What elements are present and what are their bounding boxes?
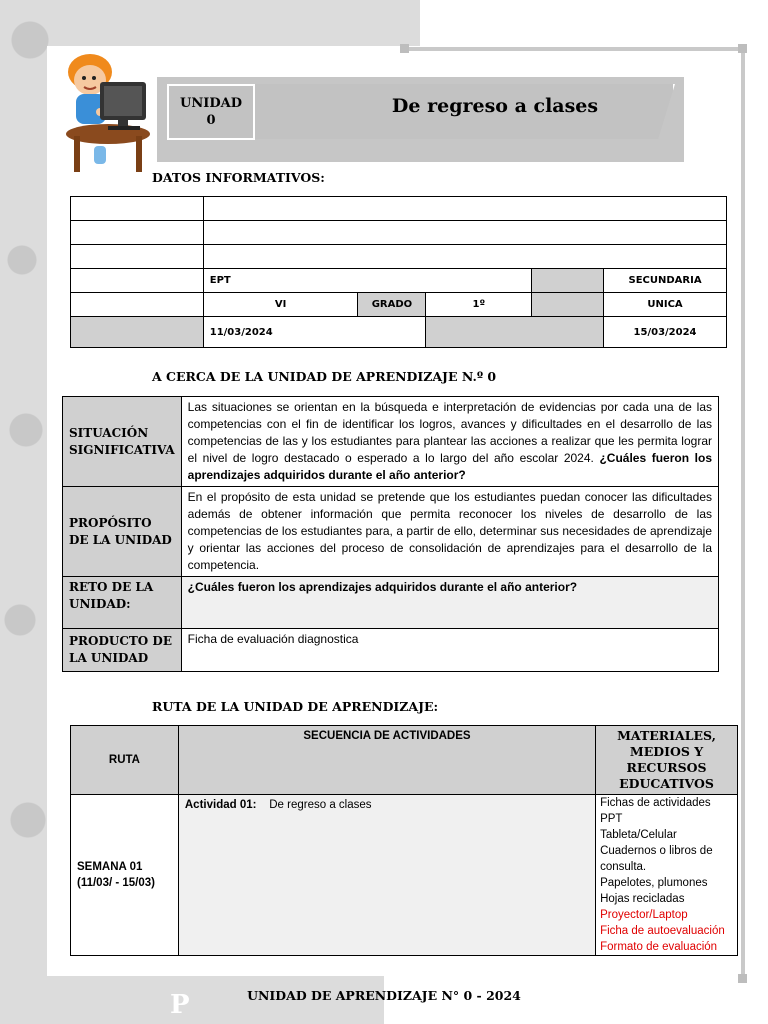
situacion-text-cell	[181, 397, 718, 487]
col-header-ruta: RUTA	[71, 726, 179, 795]
table-cell	[71, 269, 204, 293]
grado-cell: 1º	[426, 293, 532, 317]
materiales-list	[600, 795, 733, 955]
kid-computer-illustration	[60, 50, 156, 174]
table-row	[71, 221, 727, 245]
table-row	[63, 629, 719, 672]
unit-label: UNIDAD	[180, 96, 242, 111]
semana-label: SEMANA 01	[77, 861, 143, 873]
material-item: Tableta/Celular	[600, 829, 677, 841]
ruta-table	[70, 725, 738, 956]
table-row	[63, 487, 719, 577]
frame-corner-dot	[738, 44, 747, 53]
material-item: PPT	[600, 813, 623, 825]
situacion-label: SITUACIÓN SIGNIFICATIVA	[63, 397, 182, 487]
datos-informativos-title: DATOS INFORMATIVOS:	[152, 170, 325, 185]
table-cell	[71, 197, 204, 221]
table-row	[71, 293, 727, 317]
grado-label-cell: GRADO	[358, 293, 426, 317]
material-item: Formato de evaluación	[600, 941, 718, 953]
nivel-cell: SECUNDARIA	[604, 269, 727, 293]
reto-label: RETO DE LA UNIDAD:	[63, 577, 182, 629]
table-row	[71, 317, 727, 348]
table-row	[71, 197, 727, 221]
situacion-question: ¿Cuáles fueron los aprendizajes adquiridos durante el año anterior?	[187, 451, 712, 482]
frame-line-right	[741, 47, 745, 977]
fecha-inicio-cell: 11/03/2024	[203, 317, 426, 348]
reto-text: ¿Cuáles fueron los aprendizajes adquiridos durante el año anterior?	[181, 577, 718, 629]
table-row	[71, 726, 738, 795]
frame-corner-dot	[738, 974, 747, 983]
table-row	[71, 795, 738, 956]
table-cell	[203, 221, 726, 245]
area-cell: EPT	[203, 269, 531, 293]
table-cell	[532, 293, 604, 317]
table-row	[71, 269, 727, 293]
table-row	[71, 245, 727, 269]
page-title: De regreso a clases	[391, 95, 599, 117]
table-cell	[71, 245, 204, 269]
actividad-cell	[178, 795, 595, 956]
actividad-label: Actividad 01:	[184, 799, 257, 811]
frame-line-top	[405, 47, 745, 51]
fecha-fin-cell: 15/03/2024	[604, 317, 727, 348]
table-cell	[71, 221, 204, 245]
semana-fechas: (11/03/ - 15/03)	[77, 877, 155, 889]
unidad-table	[62, 396, 719, 672]
table-cell	[203, 197, 726, 221]
frame-corner-dot	[400, 44, 409, 53]
material-item: Ficha de autoevaluación	[600, 925, 725, 937]
proposito-label: PROPÓSITO DE LA UNIDAD	[63, 487, 182, 577]
ciclo-cell: VI	[203, 293, 358, 317]
semana-cell	[71, 795, 179, 956]
col-header-materiales: MATERIALES, MEDIOS Y RECURSOS EDUCATIVOS	[596, 726, 738, 795]
material-item: Proyector/Laptop	[600, 909, 688, 921]
ruta-section-title: RUTA DE LA UNIDAD DE APRENDIZAJE:	[152, 699, 439, 714]
material-item: Fichas de actividades	[600, 797, 711, 809]
table-row	[63, 577, 719, 629]
material-item: Hojas recicladas	[600, 893, 685, 905]
proposito-text: En el propósito de esta unidad se pretende que los estudiantes puedan conocer las dificultades además de obtener información que permita reconocer los niveles de desarrollo de las competencias de los estudiantes para, a partir de ello, determinar sus necesidades de aprendizaje y orientar las acciones del proceso de consolidación de aprendizajes para el desarrollo de la competencia.	[181, 487, 718, 577]
seccion-cell: UNICA	[604, 293, 727, 317]
table-cell	[71, 317, 204, 348]
actividad-nombre: De regreso a clases	[269, 799, 372, 811]
unidad-section-title: A CERCA DE LA UNIDAD DE APRENDIZAJE N.º 0	[152, 369, 497, 384]
materiales-cell	[596, 795, 738, 956]
unit-number: 0	[206, 113, 216, 128]
table-row	[63, 397, 719, 487]
footer-title: UNIDAD DE APRENDIZAJE N° 0 - 2024	[247, 988, 521, 1003]
table-cell	[203, 245, 726, 269]
situacion-text: Las situaciones se orientan en la búsqueda e interpretación de evidencias por cada una de las competencias con el fin de identificar los logros, avances y dificultades en el desarrollo de las competencias de las y los estudiantes para plantear las acciones a realizar que les permita lograr el nivel de logro destacado o esperado a lo largo del año escolar 2024.	[187, 400, 712, 465]
watermark-letter: P	[170, 990, 190, 1020]
table-cell	[71, 293, 204, 317]
table-cell	[426, 317, 604, 348]
unit-number-box	[167, 84, 255, 140]
material-item: Papelotes, plumones	[600, 877, 708, 889]
col-header-secuencia: SECUENCIA DE ACTIVIDADES	[178, 726, 595, 795]
datos-table	[70, 196, 727, 348]
producto-text: Ficha de evaluación diagnostica	[181, 629, 718, 672]
material-item: Cuadernos o libros de consulta.	[600, 845, 713, 873]
producto-label: PRODUCTO DE LA UNIDAD	[63, 629, 182, 672]
table-cell	[532, 269, 604, 293]
